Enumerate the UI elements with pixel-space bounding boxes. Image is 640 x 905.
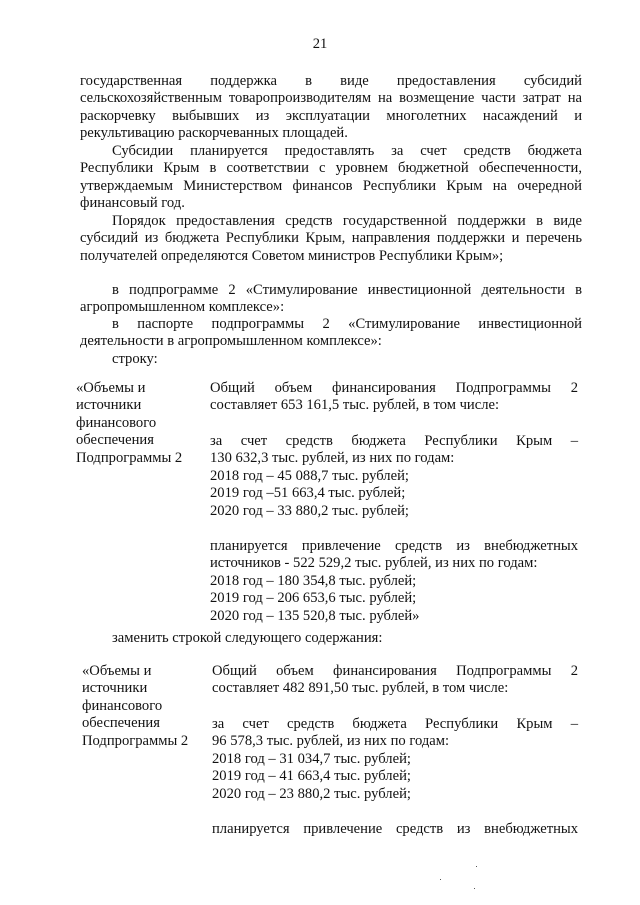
label-line: «Объемы и: [76, 380, 146, 396]
paragraph-passport: [80, 316, 582, 351]
text-line: планируется привлечение средств из внебюджетных: [210, 538, 578, 554]
label-line: Подпрограммы 2: [76, 449, 183, 466]
new-table-budget: [212, 716, 578, 803]
scan-speck: [476, 866, 477, 867]
text-line: государственная поддержка в виде предоставления субсидий: [80, 73, 582, 89]
text-line: утверждаемым Министерством финансов Республики Крым на очередной: [80, 177, 582, 194]
old-table-label: [76, 380, 182, 467]
text-line: 130 632,3 тыс. рублей, из них по годам:: [210, 450, 455, 467]
page-number: 21: [312, 36, 328, 52]
year-line: 2020 год – 23 880,2 тыс. рублей;: [212, 785, 411, 802]
scan-speck: [440, 879, 441, 880]
text-line: в подпрограмме 2 «Стимулирование инвестиционной деятельности в: [112, 282, 582, 298]
text-line: Общий объем финансирования Подпрограммы 2: [210, 380, 578, 396]
text-line: за счет средств бюджета Республики Крым –: [212, 716, 578, 732]
replace-text: заменить строкой следующего содержания:: [112, 630, 383, 646]
year-line: 2020 год – 33 880,2 тыс. рублей;: [210, 502, 409, 519]
label-line: финансового: [76, 414, 157, 431]
text-line: 96 578,3 тыс. рублей, из них по годам:: [212, 733, 450, 750]
label-line: источники: [82, 680, 148, 697]
text-line: составляет 482 891,50 тыс. рублей, в том числе:: [212, 680, 509, 697]
label-line: «Объемы и: [82, 663, 152, 679]
scan-speck: [474, 888, 475, 889]
text-line: Субсидии планируется предоставлять за счет средств бюджета: [112, 143, 582, 159]
year-line: 2019 год – 206 653,6 тыс. рублей;: [210, 590, 417, 607]
text-line: Порядок предоставления средств государственной поддержки в виде: [112, 213, 582, 229]
new-table-extrabudget: [212, 821, 578, 838]
year-line: 2019 год –51 663,4 тыс. рублей;: [210, 485, 406, 502]
text-line: Республики Крым в соответствии с уровнем бюджетной обеспеченности,: [80, 160, 582, 177]
text-line: сельскохозяйственным товаропроизводителям на возмещение части затрат на: [80, 90, 582, 107]
year-line: 2019 год – 41 663,4 тыс. рублей;: [212, 768, 411, 785]
paragraph-order: [80, 213, 582, 265]
text-line: в паспорте подпрограммы 2 «Стимулирование инвестиционной: [112, 316, 582, 332]
paragraph-state-support: [80, 73, 582, 143]
text-line: раскорчевку выбывших из эксплуатации многолетних насаждений и: [80, 107, 582, 124]
label-line: обеспечения: [82, 715, 160, 732]
year-line: 2020 год – 135 520,8 тыс. рублей»: [210, 607, 420, 624]
year-line: 2018 год – 45 088,7 тыс. рублей;: [210, 467, 409, 484]
label-line: обеспечения: [76, 432, 154, 449]
text-line: деятельности в агропромышленном комплексе»:: [80, 333, 382, 350]
text-line: агропромышленном комплексе»:: [80, 299, 285, 316]
label-line: финансового: [82, 697, 163, 714]
old-table-total: [210, 380, 578, 415]
text-line: за счет средств бюджета Республики Крым –: [210, 433, 578, 449]
text-line: получателей определяются Советом министров Республики Крым»;: [80, 247, 504, 264]
new-table-label: [82, 663, 188, 750]
label-line: Подпрограммы 2: [82, 732, 189, 749]
text-line: Общий объем финансирования Подпрограммы 2: [212, 663, 578, 679]
text-line: планируется привлечение средств из внебюджетных: [212, 821, 578, 837]
text-line: финансовый год.: [80, 195, 185, 212]
paragraph-subprogram: [80, 282, 582, 317]
year-line: 2018 год – 180 354,8 тыс. рублей;: [210, 572, 417, 589]
old-table-budget: [210, 433, 578, 520]
paragraph-subsidies: [80, 143, 582, 213]
text-line: рекультивацию раскорчеванных площадей.: [80, 125, 348, 142]
old-table-extrabudget: [210, 538, 578, 625]
text-line: источников - 522 529,2 тыс. рублей, из них по годам:: [210, 555, 538, 572]
text-line: субсидий из бюджета Республики Крым, направления поддержки и перечень: [80, 230, 582, 247]
text-line: составляет 653 161,5 тыс. рублей, в том числе:: [210, 397, 500, 414]
year-line: 2018 год – 31 034,7 тыс. рублей;: [212, 750, 411, 767]
row-word: строку:: [112, 351, 158, 367]
new-table-total: [212, 663, 578, 698]
label-line: источники: [76, 397, 142, 414]
